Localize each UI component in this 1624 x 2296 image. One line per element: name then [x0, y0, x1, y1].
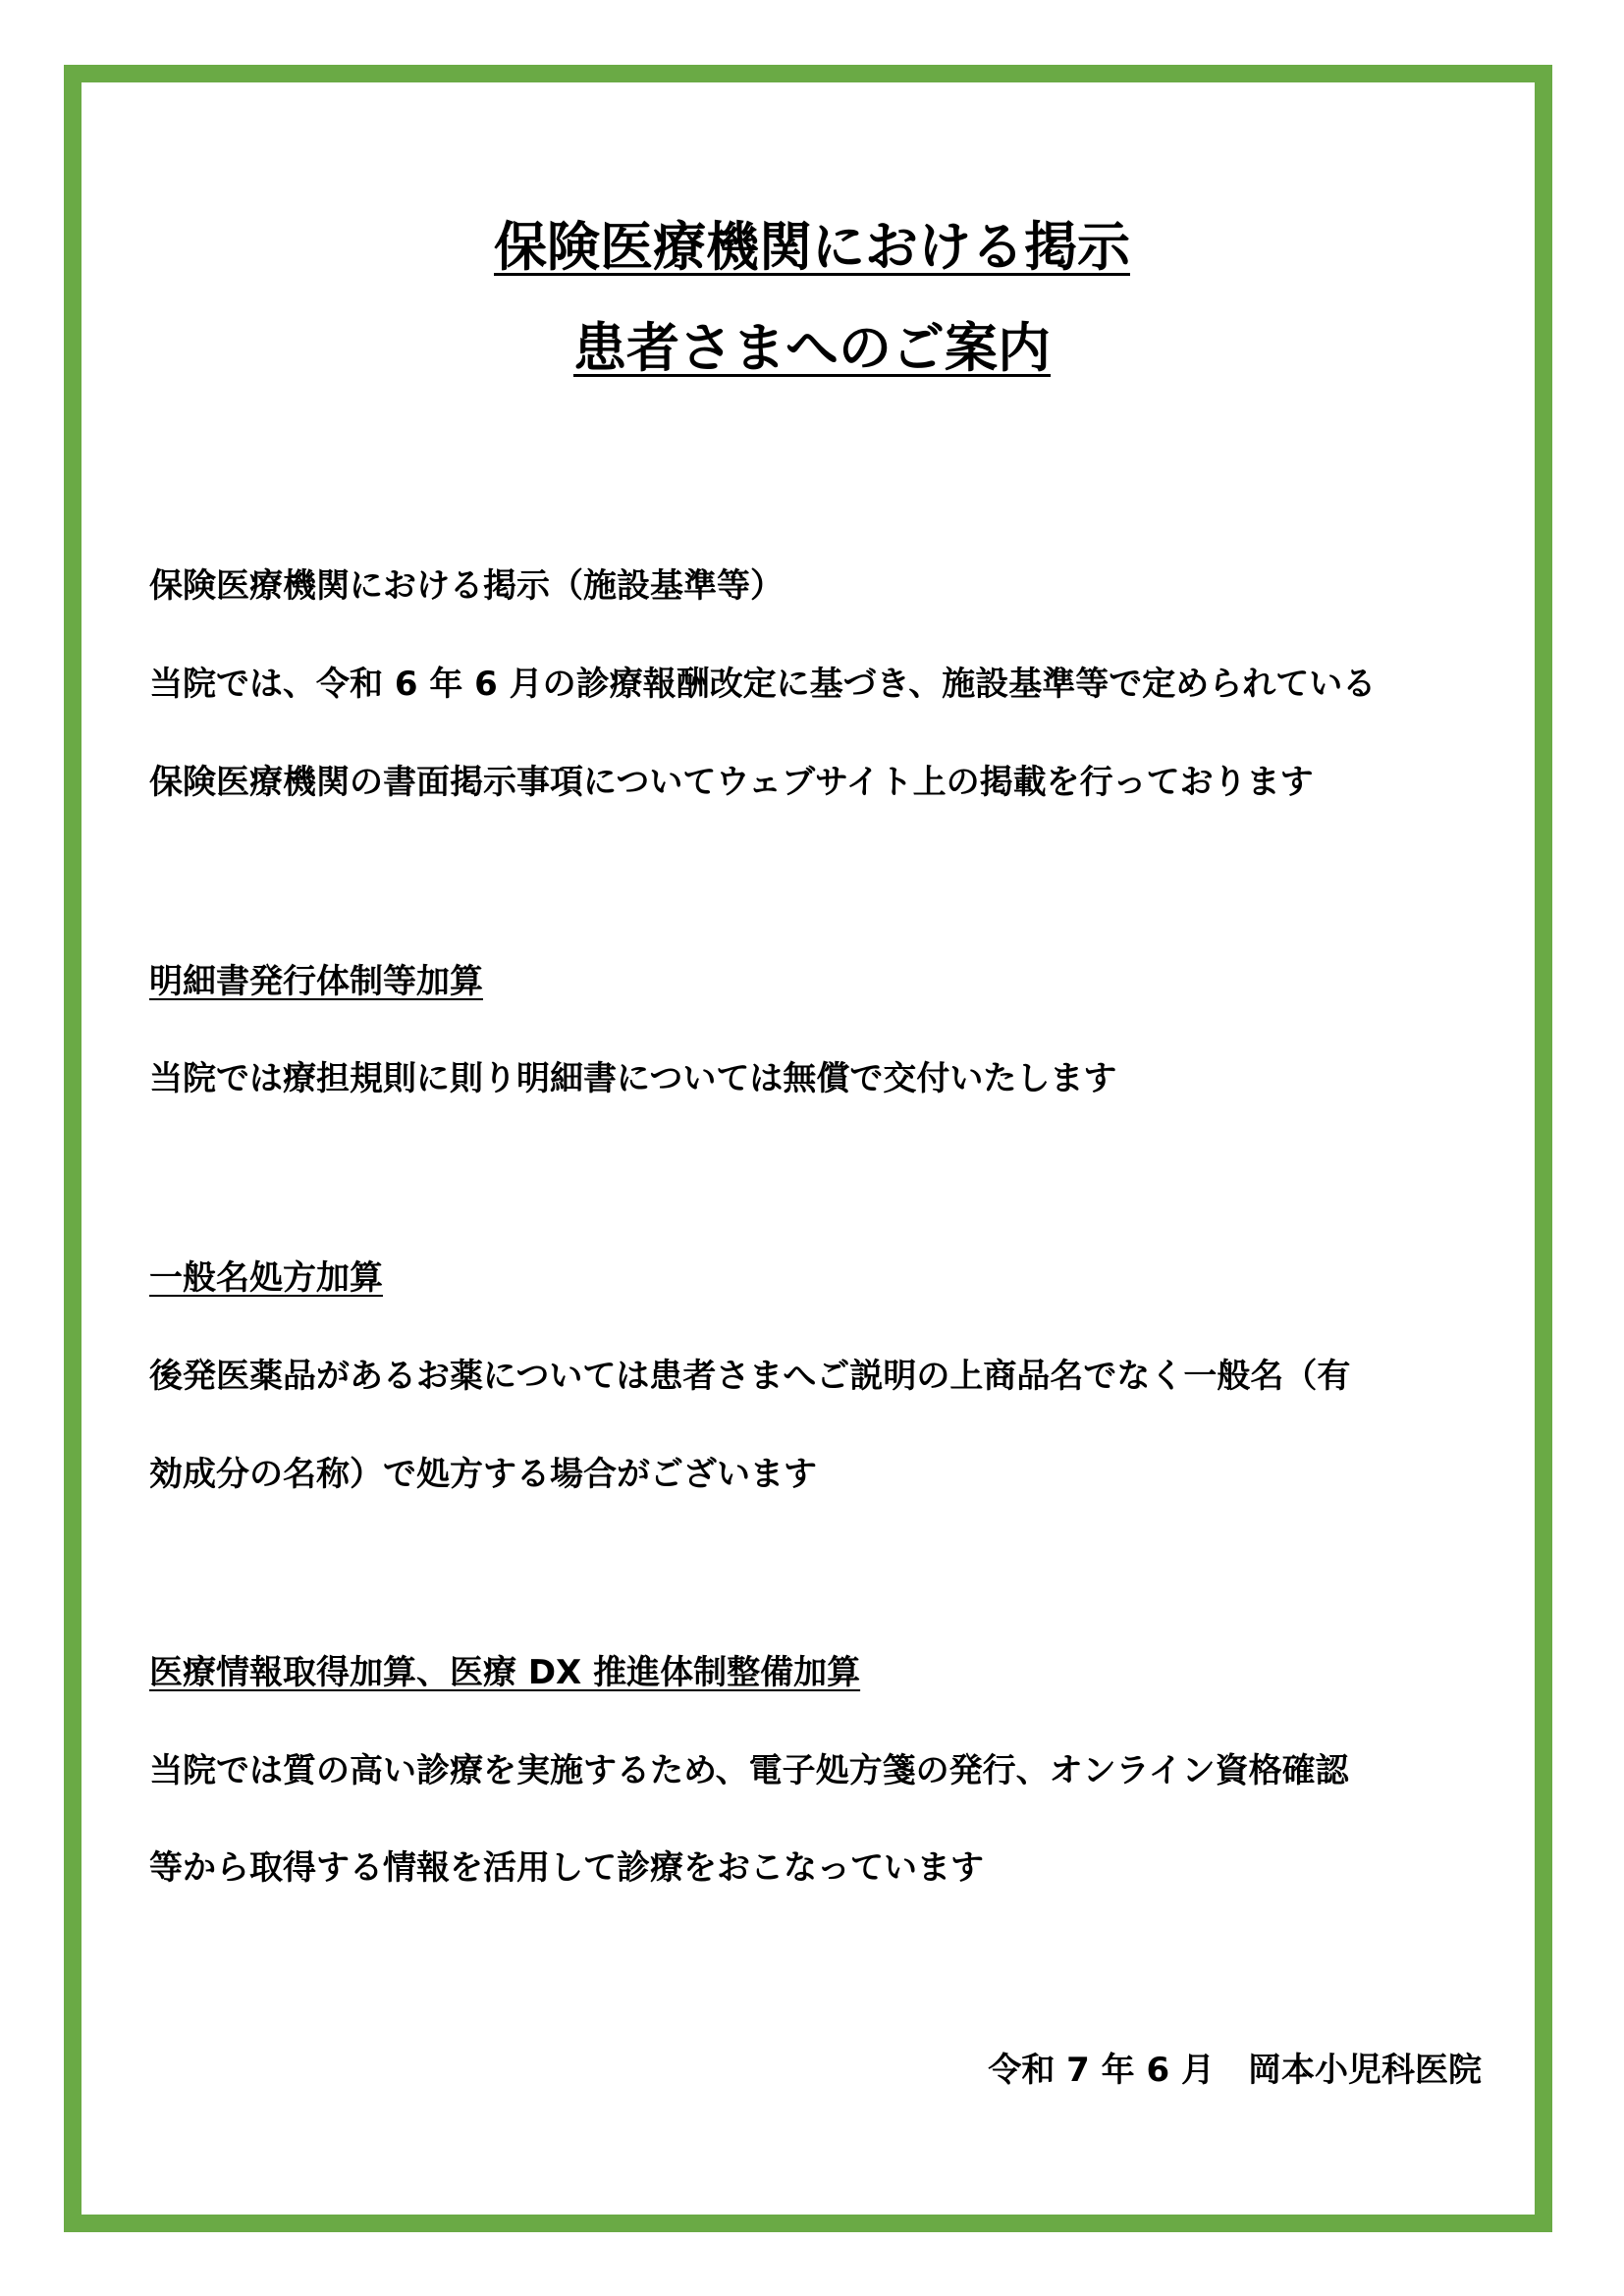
- section-heading-generic-prescription: 一般名処方加算: [149, 1258, 383, 1298]
- section-body-line: 当院では療担規則に則り明細書については無償で交付いたします: [149, 1059, 1117, 1098]
- section-body-line: 保険医療機関の書面掲示事項についてウェブサイト上の掲載を行っております: [149, 763, 1314, 802]
- section-body-line: 当院では質の高い診療を実施するため、電子処方箋の発行、オンライン資格確認: [149, 1751, 1349, 1790]
- section-body-line: 効成分の名称）で処方する場合がございます: [149, 1455, 817, 1494]
- section-body-line: 当院では、令和 6 年 6 月の診療報酬改定に基づき、施設基準等で定められている: [149, 665, 1377, 704]
- section-body-line: 等から取得する情報を活用して診療をおこなっています: [149, 1848, 984, 1888]
- section-heading-statement: 明細書発行体制等加算: [149, 962, 483, 1001]
- page-title: 保険医療機関における掲示: [494, 216, 1130, 278]
- section-body-line: 後発医薬品があるお薬については患者さまへご説明の上商品名でなく一般名（有: [149, 1357, 1351, 1396]
- page-border: [64, 65, 1552, 2232]
- section-heading-posting: 保険医療機関における掲示（施設基準等）: [149, 566, 784, 606]
- page-subtitle: 患者さまへのご案内: [573, 317, 1051, 379]
- section-heading-medical-dx: 医療情報取得加算、医療 DX 推進体制整備加算: [149, 1653, 861, 1692]
- signature: 令和 7 年 6 月 岡本小児科医院: [988, 2051, 1482, 2090]
